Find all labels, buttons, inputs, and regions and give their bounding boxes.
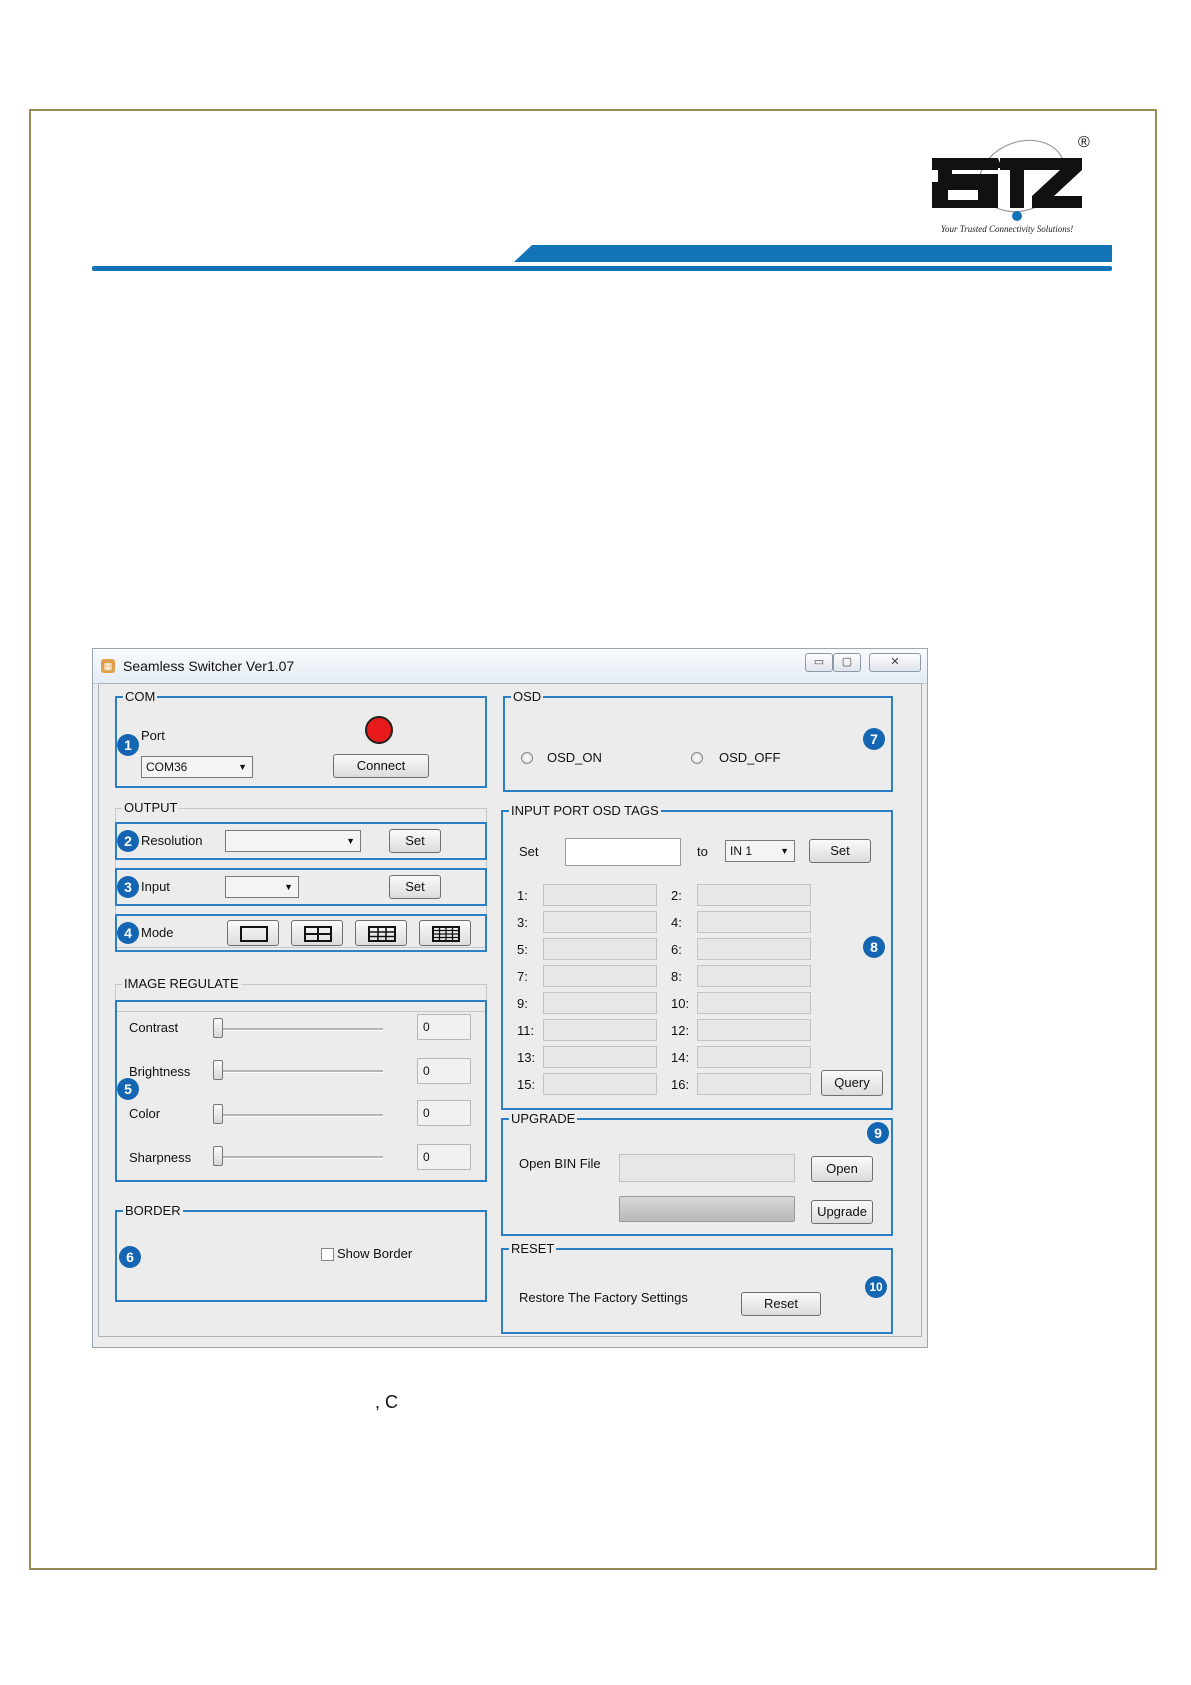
slot-4-label: 4:: [671, 915, 682, 930]
tag-target-value: IN 1: [730, 844, 753, 858]
border-group: [115, 1203, 487, 1302]
nine-screen-icon: [368, 925, 396, 943]
reset-button[interactable]: Reset: [741, 1292, 821, 1316]
upgrade-legend: UPGRADE: [511, 1111, 576, 1126]
reset-group: [501, 1241, 893, 1334]
quad-screen-icon: [304, 925, 332, 943]
slot-5-field: [543, 938, 657, 960]
upgrade-progress-bar: [619, 1196, 795, 1222]
query-button[interactable]: Query: [821, 1070, 883, 1096]
slot-3-label: 3:: [517, 915, 528, 930]
osd-on-radio[interactable]: [521, 752, 533, 764]
slot-1-label: 1:: [517, 888, 528, 903]
slot-14-field: [697, 1046, 811, 1068]
chevron-down-icon: ▼: [780, 846, 789, 856]
mode-row: [115, 914, 487, 952]
mode-3x3-button[interactable]: [355, 920, 407, 946]
slot-6-field: [697, 938, 811, 960]
tag-to-label: to: [697, 844, 708, 859]
port-select[interactable]: [141, 756, 253, 778]
slot-8-label: 8:: [671, 969, 682, 984]
badge-3: 3: [117, 876, 139, 898]
open-button[interactable]: Open: [811, 1156, 873, 1182]
sharpness-slider-track[interactable]: [213, 1156, 383, 1159]
chevron-down-icon: ▼: [238, 762, 247, 772]
minimize-button[interactable]: ▭: [805, 653, 833, 672]
atz-logo: [918, 128, 1096, 238]
color-slider-track[interactable]: [213, 1114, 383, 1117]
window-title: Seamless Switcher Ver1.07: [123, 658, 295, 674]
slot-10-field: [697, 992, 811, 1014]
badge-4: 4: [117, 922, 139, 944]
badge-7: 7: [863, 728, 885, 750]
badge-8: 8: [863, 936, 885, 958]
slot-11-field: [543, 1019, 657, 1041]
sharpness-label: Sharpness: [129, 1150, 192, 1165]
slot-6-label: 6:: [671, 942, 682, 957]
brightness-value: 0: [417, 1058, 471, 1084]
brightness-slider-track[interactable]: [213, 1070, 383, 1073]
image-regulate-legend: IMAGE REGULATE: [124, 976, 239, 991]
slot-8-field: [697, 965, 811, 987]
title-bar[interactable]: [93, 649, 927, 684]
com-legend: COM: [125, 689, 156, 704]
slot-15-field: [543, 1073, 657, 1095]
osd-tags-legend: INPUT PORT OSD TAGS: [511, 803, 659, 818]
reset-legend: RESET: [511, 1241, 555, 1256]
atz-logo-mark: [918, 128, 1096, 224]
client-area: [98, 683, 922, 1337]
input-label: Input: [141, 879, 170, 894]
resolution-row: [115, 822, 487, 860]
brightness-label: Brightness: [129, 1064, 191, 1079]
color-value: 0: [417, 1100, 471, 1126]
badge-2: 2: [117, 830, 139, 852]
input-select[interactable]: [225, 876, 299, 898]
reset-description: Restore The Factory Settings: [519, 1290, 688, 1305]
slot-12-field: [697, 1019, 811, 1041]
badge-10: 10: [865, 1276, 887, 1298]
resolution-select[interactable]: [225, 830, 361, 852]
slot-13-label: 13:: [517, 1050, 536, 1065]
resolution-label: Resolution: [141, 833, 203, 848]
tag-text-input[interactable]: [565, 838, 681, 866]
slot-15-label: 15:: [517, 1077, 536, 1092]
tag-target-select[interactable]: [725, 840, 795, 862]
mode-single-button[interactable]: [227, 920, 279, 946]
header-band: [92, 245, 1112, 273]
mode-4x4-button[interactable]: [419, 920, 471, 946]
mode-quad-button[interactable]: [291, 920, 343, 946]
slot-5-label: 5:: [517, 942, 528, 957]
slot-12-label: 12:: [671, 1023, 690, 1038]
open-bin-label: Open BIN File: [519, 1156, 601, 1171]
slot-11-label: 11:: [517, 1023, 535, 1038]
osd-off-label: OSD_OFF: [719, 750, 781, 765]
slot-1-field: [543, 884, 657, 906]
show-border-checkbox[interactable]: [321, 1248, 334, 1261]
slot-7-field: [543, 965, 657, 987]
osd-off-radio[interactable]: [691, 752, 703, 764]
output-legend: OUTPUT: [124, 800, 178, 815]
mode-label: Mode: [141, 925, 174, 940]
osd-legend: OSD: [513, 689, 542, 704]
sixteen-screen-icon: [432, 925, 460, 943]
status-indicator: [365, 716, 393, 744]
slot-13-field: [543, 1046, 657, 1068]
slot-10-label: 10:: [671, 996, 690, 1011]
sharpness-value: 0: [417, 1144, 471, 1170]
border-legend: BORDER: [125, 1203, 181, 1218]
badge-9: 9: [867, 1122, 889, 1144]
app-window: [92, 648, 928, 1348]
osd-on-label: OSD_ON: [547, 750, 602, 765]
brightness-slider-thumb[interactable]: [213, 1060, 223, 1080]
slot-3-field: [543, 911, 657, 933]
slot-9-field: [543, 992, 657, 1014]
show-border-label: Show Border: [337, 1246, 413, 1261]
slot-16-field: [697, 1073, 811, 1095]
logo-tagline: Your Trusted Connectivity Solutions!: [940, 224, 1074, 234]
slot-14-label: 14:: [671, 1050, 690, 1065]
slot-2-label: 2:: [671, 888, 682, 903]
slot-9-label: 9:: [517, 996, 528, 1011]
osd-group: [503, 689, 893, 792]
tag-set-label: Set: [519, 844, 539, 859]
connect-button[interactable]: Connect: [333, 754, 429, 778]
contrast-value: 0: [417, 1014, 471, 1040]
badge-6: 6: [119, 1246, 141, 1268]
upgrade-group: [501, 1111, 893, 1236]
registered-mark: ®: [1078, 134, 1090, 151]
color-slider-thumb[interactable]: [213, 1104, 223, 1124]
slot-16-label: 16:: [671, 1077, 690, 1092]
input-set-button[interactable]: Set: [389, 875, 441, 899]
input-row: [115, 868, 487, 906]
badge-1: 1: [117, 734, 139, 756]
close-button[interactable]: ✕: [869, 653, 921, 672]
slot-4-field: [697, 911, 811, 933]
slot-2-field: [697, 884, 811, 906]
contrast-label: Contrast: [129, 1020, 179, 1035]
page-caption: , C: [375, 1392, 399, 1412]
resolution-set-button[interactable]: Set: [389, 829, 441, 853]
osd-tags-group: [501, 803, 893, 1110]
tag-set-button[interactable]: Set: [809, 839, 871, 863]
maximize-button[interactable]: ▢: [833, 653, 861, 672]
single-screen-icon: [240, 925, 268, 943]
chevron-down-icon: ▼: [346, 836, 355, 846]
bin-path-field[interactable]: [619, 1154, 795, 1182]
app-icon: ▦: [101, 659, 115, 673]
badge-5: 5: [117, 1078, 139, 1100]
chevron-down-icon: ▼: [284, 882, 293, 892]
upgrade-button[interactable]: Upgrade: [811, 1200, 873, 1224]
slot-7-label: 7:: [517, 969, 528, 984]
sharpness-slider-thumb[interactable]: [213, 1146, 223, 1166]
color-label: Color: [129, 1106, 161, 1121]
com-group: [115, 689, 487, 788]
port-label: Port: [141, 728, 165, 743]
contrast-slider-track[interactable]: [213, 1028, 383, 1031]
image-regulate-panel: [115, 1000, 487, 1182]
port-select-value: COM36: [146, 760, 188, 774]
contrast-slider-thumb[interactable]: [213, 1018, 223, 1038]
